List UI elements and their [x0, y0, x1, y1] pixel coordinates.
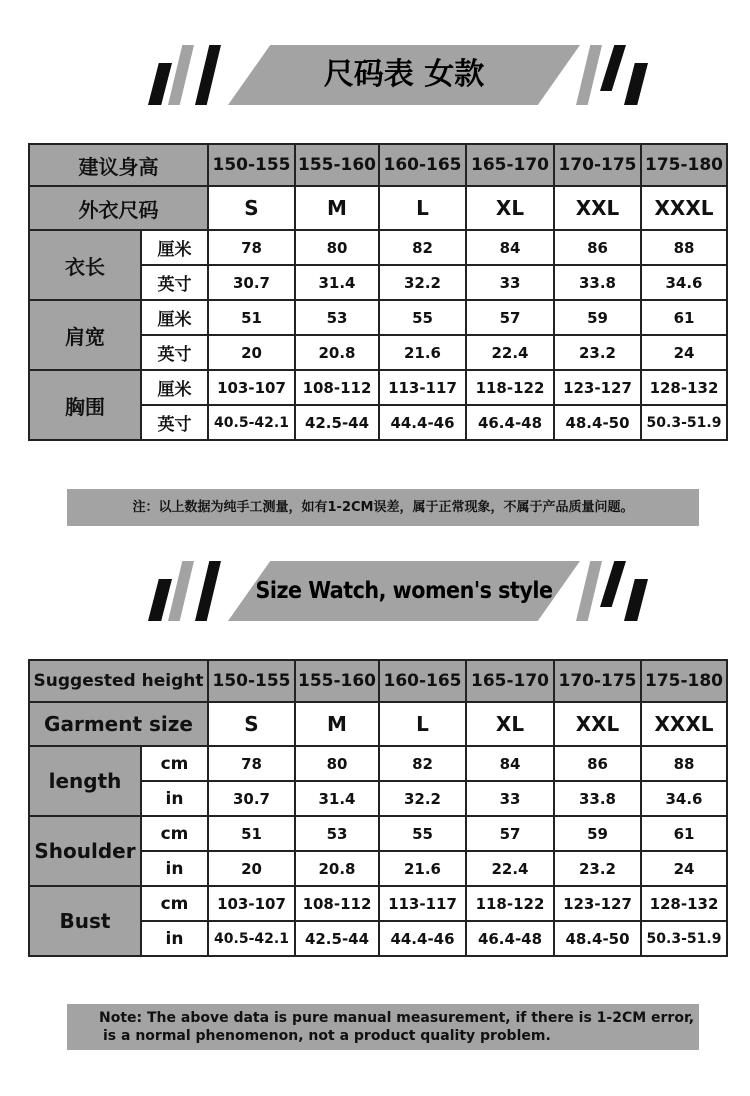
value-cell: 21.6 — [379, 851, 466, 886]
value-cell: 55 — [379, 816, 466, 851]
value-cell: 113-117 — [379, 886, 466, 921]
size-cell: L — [379, 186, 466, 230]
height-cell: 165-170 — [466, 660, 554, 702]
value-cell: 57 — [466, 300, 554, 335]
height-cell: 170-175 — [554, 144, 641, 186]
size-cell: XXXL — [641, 186, 727, 230]
length-cm-row — [29, 230, 727, 265]
value-cell: 44.4-46 — [379, 921, 466, 956]
size-cell: XL — [466, 186, 554, 230]
value-cell: 88 — [641, 746, 727, 781]
height-row-label: 建议身高 — [29, 144, 208, 186]
value-cell: 33 — [466, 781, 554, 816]
value-cell: 86 — [554, 746, 641, 781]
length-label: 衣长 — [29, 230, 141, 300]
value-cell: 24 — [641, 335, 727, 370]
shoulder-cm-row — [29, 300, 727, 335]
value-cell: 46.4-48 — [466, 405, 554, 440]
value-cell: 32.2 — [379, 781, 466, 816]
value-cell: 50.3-51.9 — [641, 921, 727, 956]
en-size-table — [28, 659, 728, 957]
cn-title-banner — [0, 45, 750, 109]
size-cell: XL — [466, 702, 554, 746]
unit-cm: cm — [141, 816, 208, 851]
value-cell: 88 — [641, 230, 727, 265]
size-row — [29, 186, 727, 230]
cn-title: 尺码表 女款 — [323, 57, 485, 92]
size-cell: S — [208, 702, 295, 746]
value-cell: 128-132 — [641, 886, 727, 921]
value-cell: 86 — [554, 230, 641, 265]
value-cell: 82 — [379, 230, 466, 265]
value-cell: 118-122 — [466, 886, 554, 921]
value-cell: 78 — [208, 230, 295, 265]
value-cell: 44.4-46 — [379, 405, 466, 440]
size-cell: XXL — [554, 186, 641, 230]
value-cell: 33 — [466, 265, 554, 300]
value-cell: 23.2 — [554, 851, 641, 886]
value-cell: 23.2 — [554, 335, 641, 370]
size-cell: M — [295, 702, 379, 746]
value-cell: 22.4 — [466, 335, 554, 370]
length-label: length — [29, 746, 141, 816]
length-cm-row — [29, 746, 727, 781]
size-cell: S — [208, 186, 295, 230]
height-cell: 150-155 — [208, 144, 295, 186]
bust-cm-row — [29, 886, 727, 921]
stripe-decoration — [600, 561, 626, 607]
height-cell: 160-165 — [379, 144, 466, 186]
unit-cm: cm — [141, 746, 208, 781]
shoulder-cm-row — [29, 816, 727, 851]
value-cell: 59 — [554, 816, 641, 851]
shoulder-label: Shoulder — [29, 816, 141, 886]
value-cell: 31.4 — [295, 265, 379, 300]
unit-in: 英寸 — [141, 335, 208, 370]
height-cell: 160-165 — [379, 660, 466, 702]
shoulder-label: 肩宽 — [29, 300, 141, 370]
value-cell: 20.8 — [295, 335, 379, 370]
value-cell: 51 — [208, 300, 295, 335]
value-cell: 48.4-50 — [554, 921, 641, 956]
height-cell: 165-170 — [466, 144, 554, 186]
value-cell: 34.6 — [641, 781, 727, 816]
value-cell: 20 — [208, 851, 295, 886]
value-cell: 118-122 — [466, 370, 554, 405]
height-cell: 170-175 — [554, 660, 641, 702]
value-cell: 40.5-42.1 — [208, 921, 295, 956]
height-cell: 175-180 — [641, 660, 727, 702]
height-row — [29, 144, 727, 186]
value-cell: 20 — [208, 335, 295, 370]
stripe-decoration — [168, 561, 194, 621]
unit-cm: 厘米 — [141, 230, 208, 265]
size-cell: L — [379, 702, 466, 746]
en-title: Size Watch, women's style — [255, 578, 553, 604]
en-note-line1: Note: The above data is pure manual measurement, if there is 1-2CM error, — [99, 1010, 695, 1026]
height-cell: 150-155 — [208, 660, 295, 702]
value-cell: 33.8 — [554, 781, 641, 816]
value-cell: 128-132 — [641, 370, 727, 405]
value-cell: 22.4 — [466, 851, 554, 886]
stripe-decoration — [195, 561, 221, 621]
en-note-line2: is a normal phenomenon, not a product quality problem. — [103, 1028, 551, 1044]
value-cell: 30.7 — [208, 265, 295, 300]
size-cell: XXL — [554, 702, 641, 746]
unit-in: in — [141, 781, 208, 816]
value-cell: 61 — [641, 300, 727, 335]
cn-note-text: 注：以上数据为纯手工测量，如有1-2CM误差，属于正常现象，不属于产品质量问题。 — [132, 500, 634, 515]
value-cell: 113-117 — [379, 370, 466, 405]
value-cell: 50.3-51.9 — [641, 405, 727, 440]
value-cell: 80 — [295, 746, 379, 781]
unit-cm: cm — [141, 886, 208, 921]
stripe-decoration — [195, 45, 221, 105]
value-cell: 42.5-44 — [295, 921, 379, 956]
value-cell: 57 — [466, 816, 554, 851]
value-cell: 46.4-48 — [466, 921, 554, 956]
value-cell: 34.6 — [641, 265, 727, 300]
en-title-banner — [0, 561, 750, 625]
height-cell: 155-160 — [295, 660, 379, 702]
size-row — [29, 702, 727, 746]
unit-cm: 厘米 — [141, 370, 208, 405]
value-cell: 61 — [641, 816, 727, 851]
cn-note — [67, 489, 699, 526]
en-note — [67, 1004, 699, 1050]
size-cell: M — [295, 186, 379, 230]
value-cell: 42.5-44 — [295, 405, 379, 440]
bust-label: Bust — [29, 886, 141, 956]
value-cell: 103-107 — [208, 370, 295, 405]
value-cell: 80 — [295, 230, 379, 265]
value-cell: 32.2 — [379, 265, 466, 300]
value-cell: 31.4 — [295, 781, 379, 816]
value-cell: 82 — [379, 746, 466, 781]
height-row-label: Suggested height — [29, 660, 208, 702]
size-cell: XXXL — [641, 702, 727, 746]
stripe-decoration — [168, 45, 194, 105]
value-cell: 53 — [295, 816, 379, 851]
value-cell: 84 — [466, 746, 554, 781]
unit-cm: 厘米 — [141, 300, 208, 335]
height-cell: 175-180 — [641, 144, 727, 186]
stripe-decoration — [148, 63, 172, 105]
value-cell: 59 — [554, 300, 641, 335]
value-cell: 78 — [208, 746, 295, 781]
value-cell: 108-112 — [295, 886, 379, 921]
height-cell: 155-160 — [295, 144, 379, 186]
value-cell: 123-127 — [554, 886, 641, 921]
stripe-decoration — [600, 45, 626, 91]
value-cell: 84 — [466, 230, 554, 265]
value-cell: 24 — [641, 851, 727, 886]
unit-in: 英寸 — [141, 405, 208, 440]
value-cell: 123-127 — [554, 370, 641, 405]
bust-label: 胸围 — [29, 370, 141, 440]
stripe-decoration — [624, 63, 648, 105]
value-cell: 30.7 — [208, 781, 295, 816]
unit-in: in — [141, 851, 208, 886]
size-row-label: Garment size — [29, 702, 208, 746]
unit-in: in — [141, 921, 208, 956]
value-cell: 48.4-50 — [554, 405, 641, 440]
value-cell: 108-112 — [295, 370, 379, 405]
value-cell: 40.5-42.1 — [208, 405, 295, 440]
unit-in: 英寸 — [141, 265, 208, 300]
value-cell: 51 — [208, 816, 295, 851]
size-row-label: 外衣尺码 — [29, 186, 208, 230]
value-cell: 55 — [379, 300, 466, 335]
value-cell: 103-107 — [208, 886, 295, 921]
cn-size-table — [28, 143, 728, 441]
value-cell: 20.8 — [295, 851, 379, 886]
value-cell: 53 — [295, 300, 379, 335]
height-row — [29, 660, 727, 702]
stripe-decoration — [624, 579, 648, 621]
value-cell: 33.8 — [554, 265, 641, 300]
bust-cm-row — [29, 370, 727, 405]
stripe-decoration — [148, 579, 172, 621]
value-cell: 21.6 — [379, 335, 466, 370]
